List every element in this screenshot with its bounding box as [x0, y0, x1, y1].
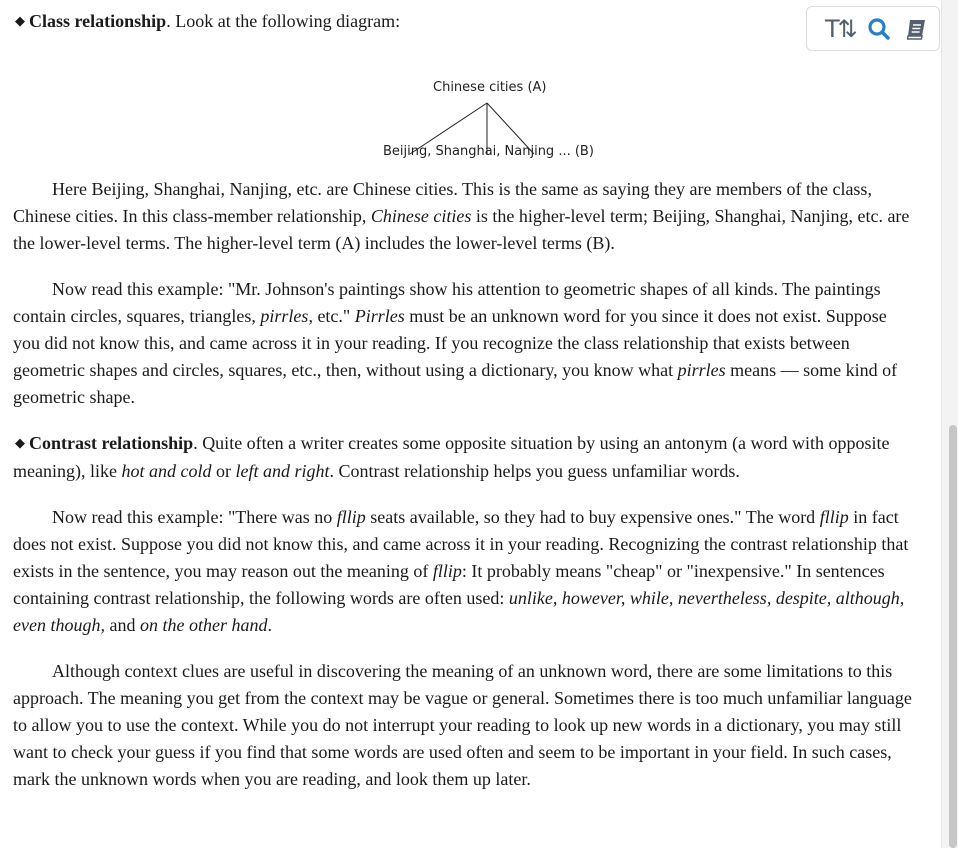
- class-relationship-intro: ◆ Class relationship. Look at the following diagram:: [15, 11, 401, 31]
- contrast-paragraph-1: Now read this example: "There was no fllip seats available, so they had to buy expensive ones." The word fllip in fact does not exist. Suppose you did not know this, and came across it in your reading. Recognizing the contrast relationship that exists in the sentence, you may reason out the meaning of fllip: It probably means "cheap" or "inexpensive." In sentences containing contrast relationship, the following words are often used: unlike, however, while, nevertheless, despite, although, even though, and on the other hand.: [13, 507, 909, 635]
- book-icon[interactable]: [904, 17, 928, 46]
- search-icon[interactable]: [867, 17, 891, 46]
- bullet-diamond: ◆: [15, 435, 25, 450]
- bullet-diamond: ◆: [15, 13, 25, 28]
- contrast-relationship-intro: ◆ Contrast relationship. Quite often a writer creates some opposite situation by using an antonym (a word with opposite meaning), like hot and cold or left and right. Contrast relationship helps you guess unfamiliar words.: [13, 433, 890, 481]
- class-paragraph-2: Now read this example: "Mr. Johnson's paintings show his attention to geometric shapes of all kinds. The paintings contain circles, squares, triangles, pirrles, etc." Pirrles must be an unknown word for you since it does not exist. Suppose you did not know this, and came across it in your reading. If you recognize the class relationship that exists between geometric shapes and circles, squares, etc., then, without using a dictionary, you know what pirrles means — some kind of geometric shape.: [13, 279, 898, 407]
- reading-content: [13, 8, 913, 793]
- scrollbar-thumb[interactable]: [949, 425, 957, 848]
- diagram-bottom-label: Beijing, Shanghai, Nanjing ... (B): [383, 144, 594, 159]
- contrast-relationship-heading: Contrast relationship: [29, 433, 194, 453]
- diagram-top-label: Chinese cities (A): [433, 80, 547, 95]
- vertical-scrollbar[interactable]: [941, 0, 958, 848]
- limitations-paragraph: Although context clues are useful in discovering the meaning of an unknown word, there are some limitations to this approach. The meaning you get from the context may be vague or general. Sometimes there is too much unfamiliar language to allow you to use the context. While you do not interrupt your reading to look up new words in a dictionary, you may still want to check your guess if you find that some words are used often and seem to be important in your field. In such cases, mark the unknown words when you are reading, and look them up later.: [13, 661, 912, 789]
- text-size-icon[interactable]: T⇅: [825, 15, 856, 43]
- class-paragraph-1: Here Beijing, Shanghai, Nanjing, etc. are Chinese cities. This is the same as saying they are members of the class, Chinese cities. In this class-member relationship, Chinese cities is the higher-level term; Beijing, Shanghai, Nanjing, etc. are the lower-level terms. The higher-level term (A) includes the lower-level terms (B).: [13, 179, 910, 253]
- reader-toolbar: [806, 6, 940, 51]
- class-diagram: [13, 36, 913, 176]
- class-relationship-heading: Class relationship: [29, 11, 167, 31]
